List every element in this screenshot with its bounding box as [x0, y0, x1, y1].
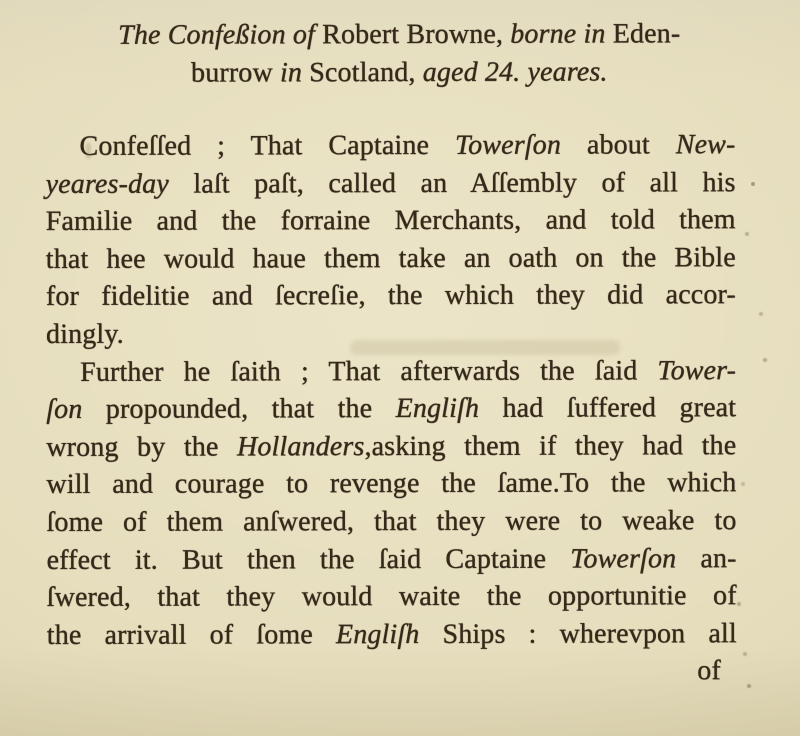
italic-text-segment: Towerſon	[454, 129, 562, 161]
text-segment: for fidelitie and ſecreſie, the which they did accor-	[45, 279, 736, 313]
text-segment: ſome of them anſwered, that they were to weake to	[46, 505, 737, 538]
ink-smudge	[86, 143, 91, 159]
text-segment: Robert Browne,	[322, 18, 511, 51]
catchword-row	[47, 652, 737, 691]
text-segment: effect it. But then the ſaid Captaine	[46, 543, 571, 576]
italic-text-segment: Hollanders	[236, 430, 365, 463]
italic-text-segment: ſon	[46, 393, 83, 426]
italic-text-segment: borne in	[510, 18, 613, 50]
text-line	[47, 540, 737, 579]
text-line	[45, 126, 735, 165]
text-segment: that hee would haue them take an oath on the Bible	[45, 241, 736, 275]
text-line	[46, 201, 736, 240]
text-segment: Scotland,	[309, 56, 423, 89]
document-heading	[45, 0, 753, 93]
text-line	[47, 577, 737, 616]
text-segment: Familie and the forraine Merchants, and told them	[45, 204, 736, 238]
italic-text-segment: New-	[675, 129, 736, 161]
text-line	[45, 53, 753, 93]
text-line	[47, 615, 737, 654]
text-segment: wrong by the	[46, 431, 237, 463]
text-line	[46, 427, 736, 466]
text-line	[46, 276, 736, 315]
text-segment: ſwered, that they would waite the opportunitie of	[46, 580, 737, 614]
text-segment: will and courage to revenge the ſame.To the which	[46, 467, 737, 501]
italic-text-segment: in	[279, 57, 310, 89]
italic-text-segment: Tower-	[657, 354, 737, 386]
text-line	[46, 239, 736, 278]
text-segment: ,asking them if they had the	[364, 429, 737, 462]
text-segment: dingly.	[45, 318, 124, 350]
text-segment: burrow	[190, 57, 280, 89]
catchword: of	[697, 655, 721, 687]
text-segment: the arrivall of ſome	[46, 618, 336, 651]
text-segment: Confeſſed ; That Captaine	[79, 129, 456, 162]
paragraph	[45, 126, 736, 353]
text-segment: an-	[676, 542, 737, 574]
text-segment: Further he ſaith ; That afterwards the ſaid	[80, 354, 658, 388]
text-segment: laſt paſt, called an Aſſembly of all his	[168, 166, 736, 200]
text-line	[46, 464, 736, 503]
paragraph	[46, 352, 737, 655]
ink-speck	[751, 182, 755, 186]
document-body	[45, 126, 736, 654]
text-segment: propounded, that the	[82, 393, 396, 425]
italic-text-segment: Towerſon	[570, 542, 677, 575]
text-line	[46, 164, 736, 203]
text-segment: had ſuffered great	[479, 392, 737, 424]
italic-text-segment: aged 24. yeares.	[422, 56, 608, 88]
italic-text-segment: Engliſh	[395, 392, 480, 425]
text-segment: Ships : wherevpon all	[419, 617, 737, 650]
text-line	[46, 389, 736, 428]
text-line	[46, 502, 736, 541]
text-line	[46, 352, 736, 391]
italic-text-segment: Engliſh	[335, 618, 420, 650]
ink-smudge	[350, 340, 620, 355]
italic-text-segment: The Confeßion of	[118, 19, 323, 51]
text-segment: Eden-	[612, 18, 681, 50]
italic-text-segment: yeares-day	[45, 168, 169, 200]
text-segment: about	[560, 129, 676, 161]
text-line	[45, 15, 753, 55]
